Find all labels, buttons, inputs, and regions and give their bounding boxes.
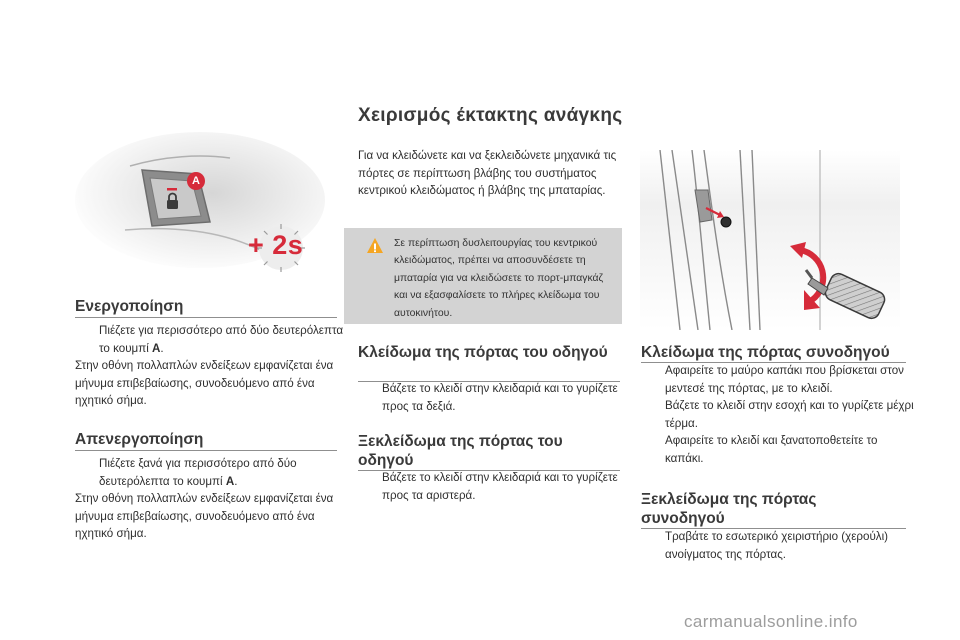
info-icon [366,237,384,255]
activation-heading: Ενεργοποίηση [75,298,184,315]
activation-block [75,322,345,410]
passenger-lock-step-2: Βάζετε το κλειδί στην εσοχή και το γυρίζετε μέχρι τέρμα. [665,399,914,430]
bullet-marker-icon [362,472,373,483]
activation-bullet: Πιέζετε για περισσότερο από δύο δευτερόλεπτα το κουμπί A. [75,322,345,357]
passenger-lock-list [641,362,916,467]
passenger-unlock-heading: Ξεκλείδωμα της πόρτας συνοδηγού [641,491,817,527]
page-title: Χειρισμός έκτακτης ανάγκης [358,105,623,126]
list-item [641,397,916,432]
driver-unlock-bullet [358,469,620,504]
driver-lock-bullet [358,380,620,415]
callout-a-badge: A [187,172,205,190]
driver-unlock-heading: Ξεκλείδωμα της πόρτας του οδηγού [358,433,563,469]
bullet-marker-icon [645,400,656,411]
driver-lock-block [358,380,620,415]
bullet-marker-icon [645,365,656,376]
bullet-marker-icon [79,325,90,336]
passenger-unlock-bullet-text: Τραβάτε το εσωτερικό χειριστήριο (χερούλι) ανοίγματος της πόρτας. [665,530,889,561]
activation-bullet-text: Πιέζετε για περισσότερο από δύο δευτερόλεπτα το κουμπί [99,324,344,355]
info-box [344,228,622,324]
driver-unlock-bullet-text: Βάζετε το κλειδί στην κλειδαριά και το γυρίζετε προς τα αριστερά. [382,471,618,502]
activation-rule [75,317,337,318]
deactivation-rule [75,450,337,451]
info-box-text: Σε περίπτωση δυσλειτουργίας του κεντρικού κλειδώματος, πρέπει να αποσυνδέσετε τη μπαταρία για να κλειδώσετε το πορτ-μπαγκάζ και να εξασφαλίσετε το πλήρες κλείδωμα του αυτοκινήτου. [394,238,604,319]
bullet-marker-icon [645,531,656,542]
duration-label: + 2s [248,230,304,260]
deactivation-key: A [225,474,235,488]
bullet-marker-icon [645,435,656,446]
bullet-marker-icon [79,458,90,469]
driver-lock-heading: Κλείδωμα της πόρτας του οδηγού [358,344,608,361]
door-hinge-illustration [640,150,900,330]
deactivation-bullet-text: Πιέζετε ξανά για περισσότερο από δύο δευτερόλεπτα το κουμπί [99,457,297,488]
intro-text: Για να κλειδώνετε και να ξεκλειδώνετε μηχανικά τις πόρτες σε περίπτωση βλάβης του συστήματος κεντρικού κλειδώματος ή βλάβης της μπαταρίας. [358,149,617,197]
driver-lock-bullet-text: Βάζετε το κλειδί στην κλειδαριά και το γυρίζετε προς τα δεξιά. [382,382,618,413]
watermark: carmanualsonline.info [684,612,858,631]
activation-key: A [152,341,161,355]
list-item [641,362,916,397]
passenger-unlock-block [641,528,911,563]
deactivation-note: Στην οθόνη πολλαπλών ενδείξεων εμφανίζεται ένα μήνυμα επιβεβαίωσης, συνοδευόμενο από ένα ηχητικό σήμα. [75,492,334,540]
deactivation-heading: Απενεργοποίηση [75,431,204,448]
deactivation-block [75,455,345,543]
deactivation-bullet: Πιέζετε ξανά για περισσότερο από δύο δευτερόλεπτα το κουμπί A. [75,455,345,490]
passenger-unlock-bullet [641,528,911,563]
bullet-marker-icon [362,383,373,394]
list-item [641,432,916,467]
passenger-lock-heading: Κλείδωμα της πόρτας συνοδηγού [641,344,890,361]
driver-unlock-block [358,469,620,504]
activation-note: Στην οθόνη πολλαπλών ενδείξεων εμφανίζεται ένα μήνυμα επιβεβαίωσης, συνοδευόμενο από ένα ηχητικό σήμα. [75,359,334,407]
passenger-lock-step-3: Αφαιρείτε το κλειδί και ξανατοποθετείτε το καπάκι. [665,434,878,465]
passenger-lock-step-1: Αφαιρείτε το μαύρο καπάκι που βρίσκεται στον μεντεσέ της πόρτας, με το κλειδί. [665,364,904,395]
